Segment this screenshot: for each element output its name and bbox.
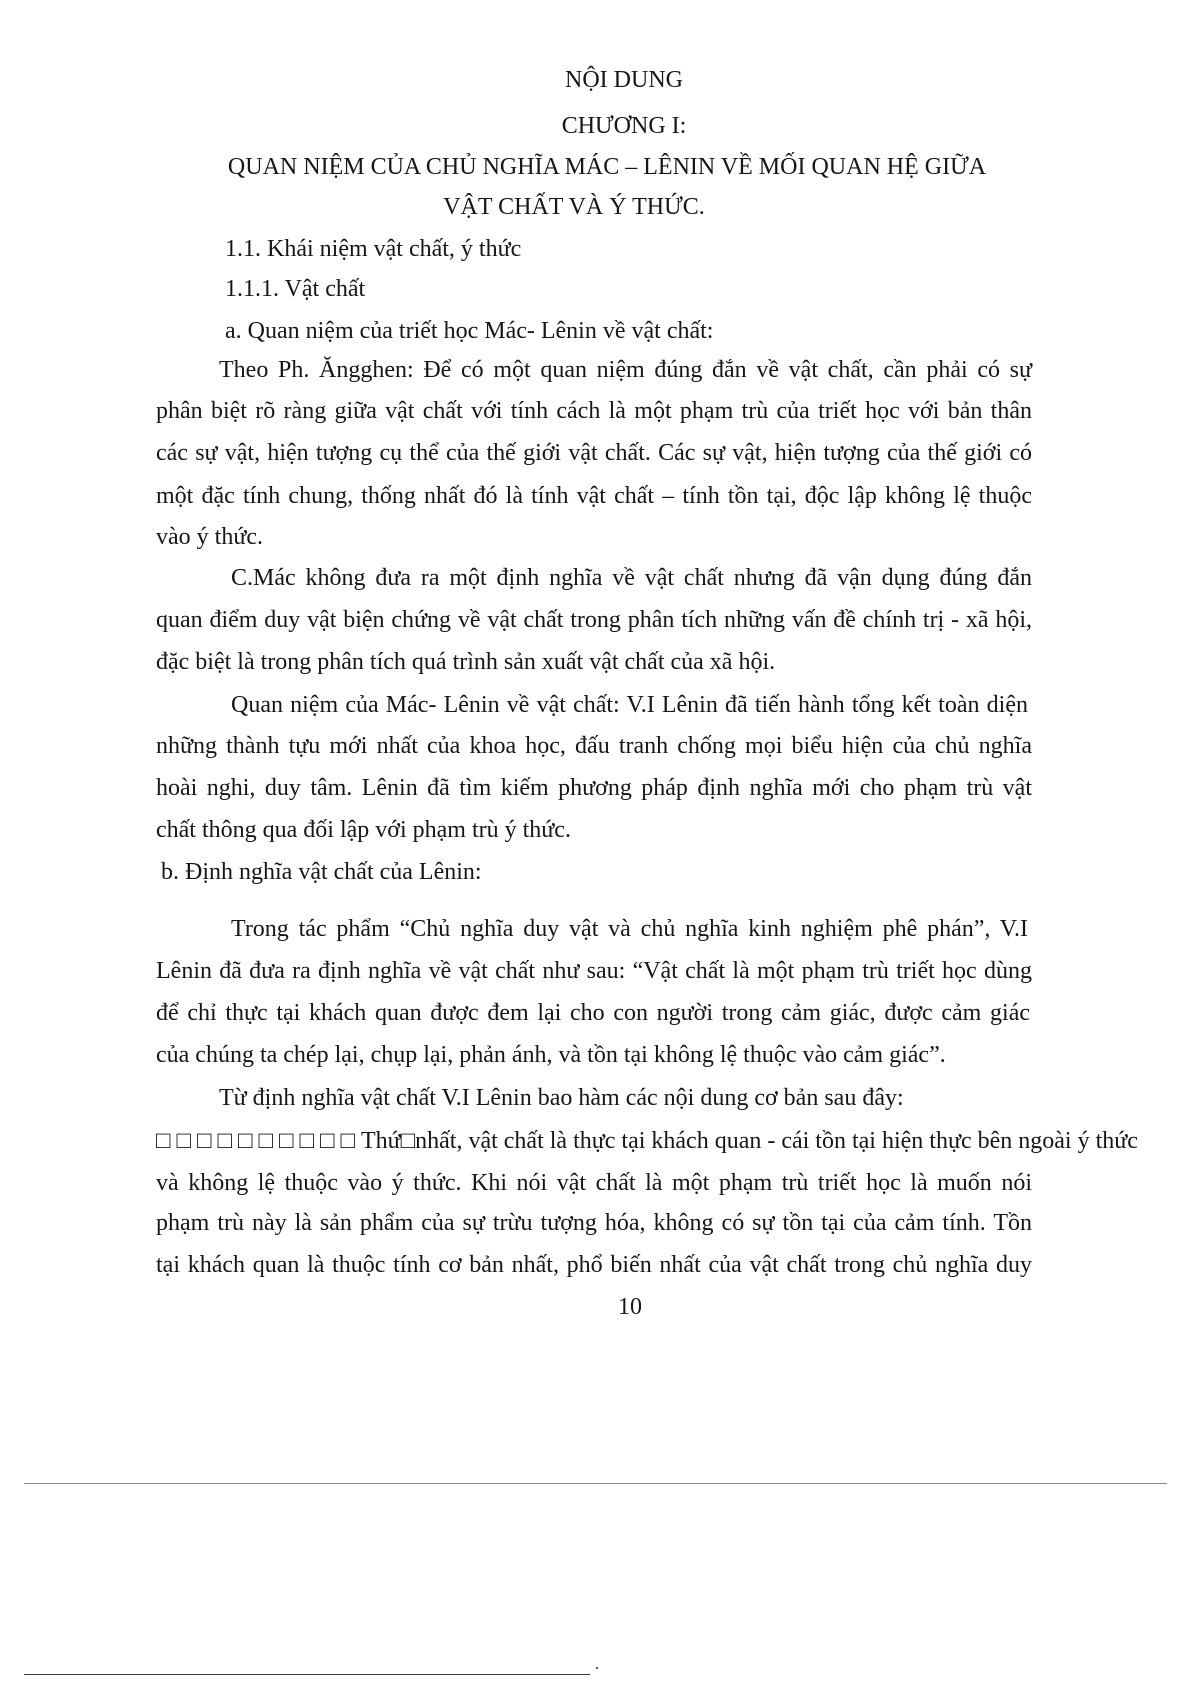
body-line: chất thông qua đối lập với phạm trù ý thức. <box>156 817 571 843</box>
body-line: phạm trù này là sản phẩm của sự trừu tượng hóa, không có sự tồn tại của cảm tính. Tồn <box>156 1210 1032 1236</box>
body-line: C.Mác không đưa ra một định nghĩa về vật chất nhưng đã vận dụng đúng đắn <box>231 565 1032 591</box>
footnote-rule <box>24 1674 590 1675</box>
section-heading: 1.1. Khái niệm vật chất, ý thức <box>225 236 522 262</box>
page-heading: NỘI DUNG <box>565 67 683 93</box>
body-line: Trong tác phẩm “Chủ nghĩa duy vật và chủ nghĩa kinh nghiệm phê phán”, V.I <box>231 916 1028 942</box>
body-line-text: Thứ□nhất, vật chất là thực tại khách quan - cái tồn tại hiện thực bên ngoài ý thức <box>360 1128 1138 1154</box>
body-line: vào ý thức. <box>156 524 263 550</box>
body-line: đặc biệt là trong phân tích quá trình sản xuất vật chất của xã hội. <box>156 649 776 675</box>
body-line: tại khách quan là thuộc tính cơ bản nhất, phổ biến nhất của vật chất trong chủ nghĩa duy <box>156 1252 1032 1278</box>
body-line: và không lệ thuộc vào ý thức. Khi nói vật chất là một phạm trù triết học là muốn nói <box>156 1170 1032 1196</box>
footnote-rule-mark <box>596 1667 598 1669</box>
chapter-title-line: QUAN NIỆM CỦA CHỦ NGHĨA MÁC – LÊNIN VỀ MỐI QUAN HỆ GIỮA <box>227 154 987 180</box>
missing-glyph-marker: □□□□□□□□□□ <box>156 1128 361 1154</box>
subsection-heading: 1.1.1. Vật chất <box>225 276 366 302</box>
body-line: một đặc tính chung, thống nhất đó là tính vật chất – tính tồn tại, độc lập không lệ thuộc <box>156 483 1032 509</box>
body-line: các sự vật, hiện tượng cụ thể của thế giới vật chất. Các sự vật, hiện tượng của thế giới có <box>156 440 1032 466</box>
body-line: Theo Ph. Ăngghen: Để có một quan niệm đúng đắn về vật chất, cần phải có sự <box>219 357 1032 383</box>
body-line: hoài nghi, duy tâm. Lênin đã tìm kiếm phương pháp định nghĩa mới cho phạm trù vật <box>156 775 1032 801</box>
body-line: quan điểm duy vật biện chứng về vật chất trong phân tích những vấn đề chính trị - xã hội, <box>156 607 1032 633</box>
body-line: phân biệt rõ ràng giữa vật chất với tính cách là một phạm trù của triết học với bản thân <box>156 398 1032 424</box>
page-separator-line <box>24 1483 1167 1484</box>
body-line: của chúng ta chép lại, chụp lại, phản ánh, và tồn tại không lệ thuộc vào cảm giác”. <box>156 1042 946 1068</box>
body-line: những thành tựu mới nhất của khoa học, đấu tranh chống mọi biểu hiện của chủ nghĩa <box>156 733 1032 759</box>
subsection-heading: a. Quan niệm của triết học Mác- Lênin về vật chất: <box>225 318 714 344</box>
chapter-title-line: VẬT CHẤT VÀ Ý THỨC. <box>443 194 705 220</box>
subsection-heading: b. Định nghĩa vật chất của Lênin: <box>161 859 482 885</box>
body-line: để chỉ thực tại khách quan được đem lại cho con người trong cảm giác, được cảm giác <box>156 1000 1030 1026</box>
chapter-label: CHƯƠNG I: <box>561 113 687 139</box>
body-line: Từ định nghĩa vật chất V.I Lênin bao hàm các nội dung cơ bản sau đây: <box>219 1085 904 1111</box>
body-line: Quan niệm của Mác- Lênin về vật chất: V.I Lênin đã tiến hành tổng kết toàn diện <box>231 692 1028 718</box>
body-line <box>156 1126 1191 1156</box>
body-line: Lênin đã đưa ra định nghĩa về vật chất như sau: “Vật chất là một phạm trù triết học dùng <box>156 958 1032 984</box>
page-number: 10 <box>618 1294 642 1320</box>
